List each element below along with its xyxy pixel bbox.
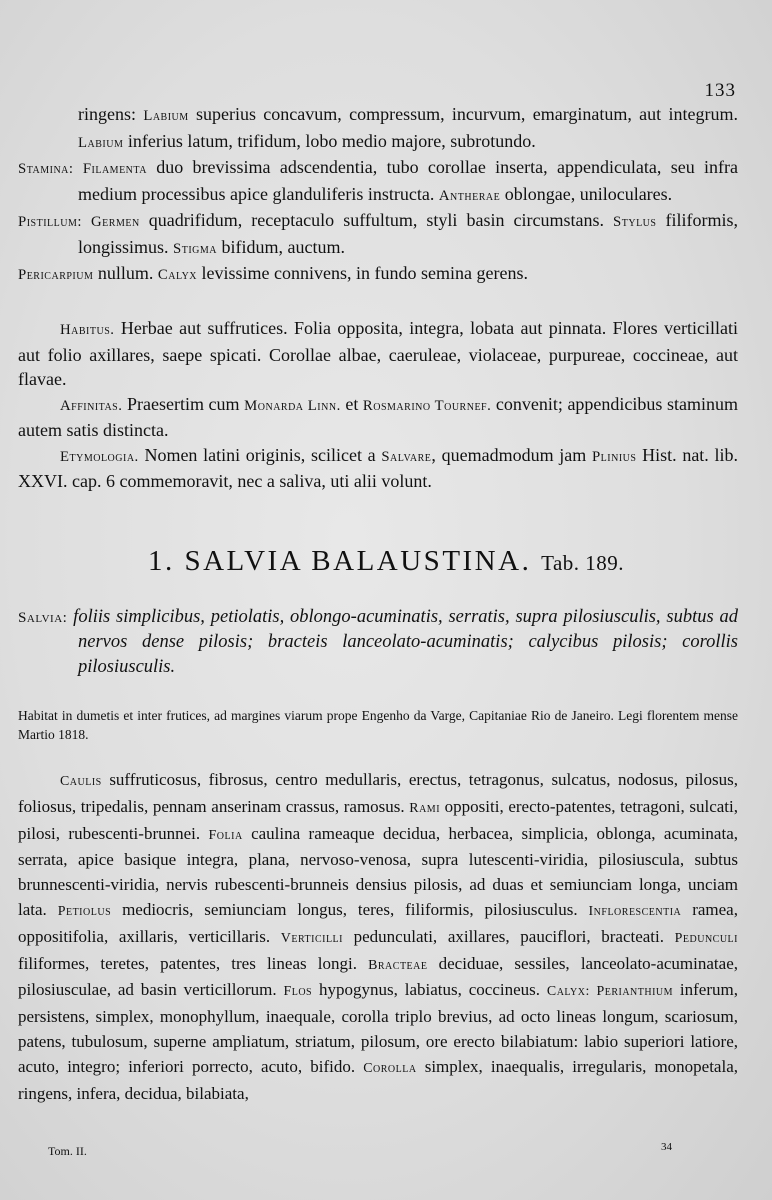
term-inflorescentia: Inflorescentia xyxy=(588,903,682,919)
text-run: Nomen latini originis, scilicet a xyxy=(138,444,382,465)
species-diagnosis xyxy=(18,605,738,680)
term-calyx-perianthium: Calyx: Perianthium xyxy=(546,984,674,1000)
term-petiolus: Petiolus xyxy=(57,903,112,919)
text-run: Herbae aut suffrutices. Folia opposita, integra, lobata aut pinnata. Flores verticillati aut folio axillares, saepe spicati. Corollae albae, caeruleae, violaceae, purpureae, coccineae, aut flavae. xyxy=(18,318,738,389)
term-germen: Germen xyxy=(91,214,140,230)
text-run: deciduae, sessiles, lanceolato-acuminatae, pilosiusculae, ad basin verticillorum. xyxy=(18,953,738,1000)
label-etymologia: Etymologia. xyxy=(60,448,139,465)
description-paragraph xyxy=(18,768,738,1106)
corolla-continuation xyxy=(18,102,738,155)
habitat-note xyxy=(18,706,738,744)
habitus-paragraph xyxy=(18,316,738,392)
text-run: ringens: xyxy=(78,104,144,124)
text-run: levissime connivens, in fundo semina gerens. xyxy=(197,263,528,283)
text-run: et xyxy=(340,393,363,414)
term-pistillum: Pistillum: xyxy=(18,214,82,230)
genus-notes xyxy=(18,316,738,494)
text-run: duo brevissima adscendentia, tubo corollae inserta, appendiculata, seu infra medium processibus apice glanduliferis instructa. xyxy=(78,157,738,204)
text-run: inferius latum, trifidum, lobo medio majore, subrotundo. xyxy=(123,130,536,151)
text-run: suffruticosus, fibrosus, centro medullaris, erectus, tetragonus, sulcatus, nodosus, pilosus, foliosus, tripedalis, pennam anserinam crassus, ramosus. xyxy=(18,770,738,816)
term-antherae: Antherae xyxy=(438,187,501,204)
diagnosis-paragraph xyxy=(18,605,738,680)
term-verticilli: Verticilli xyxy=(280,930,343,946)
text-run: pedunculati, axillares, pauciflori, bracteati. xyxy=(343,926,675,946)
habitat-text: Habitat in dumetis et inter frutices, ad margines viarum prope Engenho da Varge, Capitaniae Rio de Janeiro. Legi florentem mense Martio 1818. xyxy=(18,708,738,742)
text-run: , quemadmodum jam xyxy=(431,444,592,465)
text-run: inferum, persistens, simplex, monophyllum, inaequale, corolla triplo brevius, ad octo lineas longum, scariosum, patens, tubulosum, superne ampliatum, striatum, pilosum, ore erecto bilabiatum: labio superiori latiore, acuto, integro; inferiori porrecto, acuto, bifido. xyxy=(18,980,738,1076)
text-run: simplex, inaequalis, irregularis, monopetala, ringens, infera, decidua, bilabiata, xyxy=(18,1056,739,1103)
text-run: filiformis, longissimus. xyxy=(78,210,739,257)
term-labium: Labium xyxy=(78,134,124,151)
text-run: convenit; appendicibus staminum autem satis distincta. xyxy=(18,393,738,440)
text-run: oppositi, erecto-patentes, tetragoni, sulcati, pilosi, rubescenti-brunnei. xyxy=(18,796,738,843)
term-rami: Rami xyxy=(409,800,441,816)
text-run: caulina rameaque decidua, herbacea, simplicia, oblonga, acuminata, serrata, apice basique integra, plana, nervoso-venosa, supra lutescenti-viridia, pilosiuscula, subtus brunnescenti-viridia, nervis rubescenti-brunneis densius pilosis, ad duas et semiunciam longa, unciam lata. xyxy=(18,823,738,919)
term-pericarpium: Pericarpium xyxy=(18,267,94,283)
label-habitus: Habitus. xyxy=(60,322,115,338)
text-run: oblongae, uniloculares. xyxy=(500,183,673,204)
page-number: 133 xyxy=(704,80,736,101)
text-run: ramea, oppositifolia, axillaris, verticillaris. xyxy=(18,899,738,946)
pericarpium-paragraph xyxy=(18,261,738,288)
text-run: nullum. xyxy=(93,263,158,283)
affinitas-paragraph xyxy=(18,392,738,443)
plate-reference: Tab. 189. xyxy=(541,551,625,575)
label-affinitas: Affinitas. xyxy=(60,397,123,414)
term-caulis: Caulis xyxy=(60,774,102,789)
pistillum-paragraph xyxy=(18,208,738,261)
text-run: Hist. nat. lib. XXVI. cap. 6 commemoravit, nec a saliva, uti alii volunt. xyxy=(18,444,739,491)
text-run: Praesertim cum xyxy=(122,393,245,414)
genus-characters xyxy=(18,102,738,288)
text-run: superius concavum, compressum, incurvum, emarginatum, aut integrum. xyxy=(188,104,738,124)
term-calyx: Calyx xyxy=(157,267,198,283)
diagnosis-genus: Salvia: xyxy=(18,609,68,626)
volume-footer: Tom. II. xyxy=(48,1144,87,1158)
term-stamina: Stamina: xyxy=(18,161,74,177)
text-run: bifidum, auctum. xyxy=(217,236,345,257)
name-monarda: Monarda Linn. xyxy=(244,397,341,414)
text-run: filiformes, teretes, patentes, tres lineas longi. xyxy=(18,953,369,973)
term-corolla: Corolla xyxy=(363,1060,417,1076)
text-run: mediocris, semiunciam longus, teres, filiformis, pilosiusculus. xyxy=(111,899,589,919)
species-heading xyxy=(0,545,772,578)
term-bracteae: Bracteae xyxy=(368,957,428,973)
term-stylus: Stylus xyxy=(613,214,657,230)
term-flos: Flos xyxy=(283,984,313,1000)
name-plinius: Plinius xyxy=(591,448,637,465)
species-description xyxy=(18,768,738,1106)
etymologia-paragraph xyxy=(18,443,738,494)
term-salvare: Salvare xyxy=(381,448,432,465)
term-filamenta: Filamenta xyxy=(82,161,147,177)
species-title: 1. SALVIA BALAUSTINA. xyxy=(147,545,532,577)
stamina-paragraph xyxy=(18,155,738,208)
term-pedunculi: Pedunculi xyxy=(674,930,738,946)
signature-mark: 34 xyxy=(661,1141,672,1153)
name-rosmarino: Rosmarino Tournef. xyxy=(362,397,492,414)
text-run: quadrifidum, receptaculo suffultum, styli basin circumstans. xyxy=(139,210,614,230)
term-stigma: Stigma xyxy=(173,240,218,257)
text-run: hypogynus, labiatus, coccineus. xyxy=(312,980,547,1000)
diagnosis-text: foliis simplicibus, petiolatis, oblongo-acuminatis, serratis, supra pilosiusculis, subtus ad nervos dense pilosis; bracteis lanceolato-acuminatis; calycibus pilosis; corollis pilosiusculis. xyxy=(67,607,738,677)
term-folia: Folia xyxy=(208,827,243,843)
term-labium: Labium xyxy=(143,108,189,124)
